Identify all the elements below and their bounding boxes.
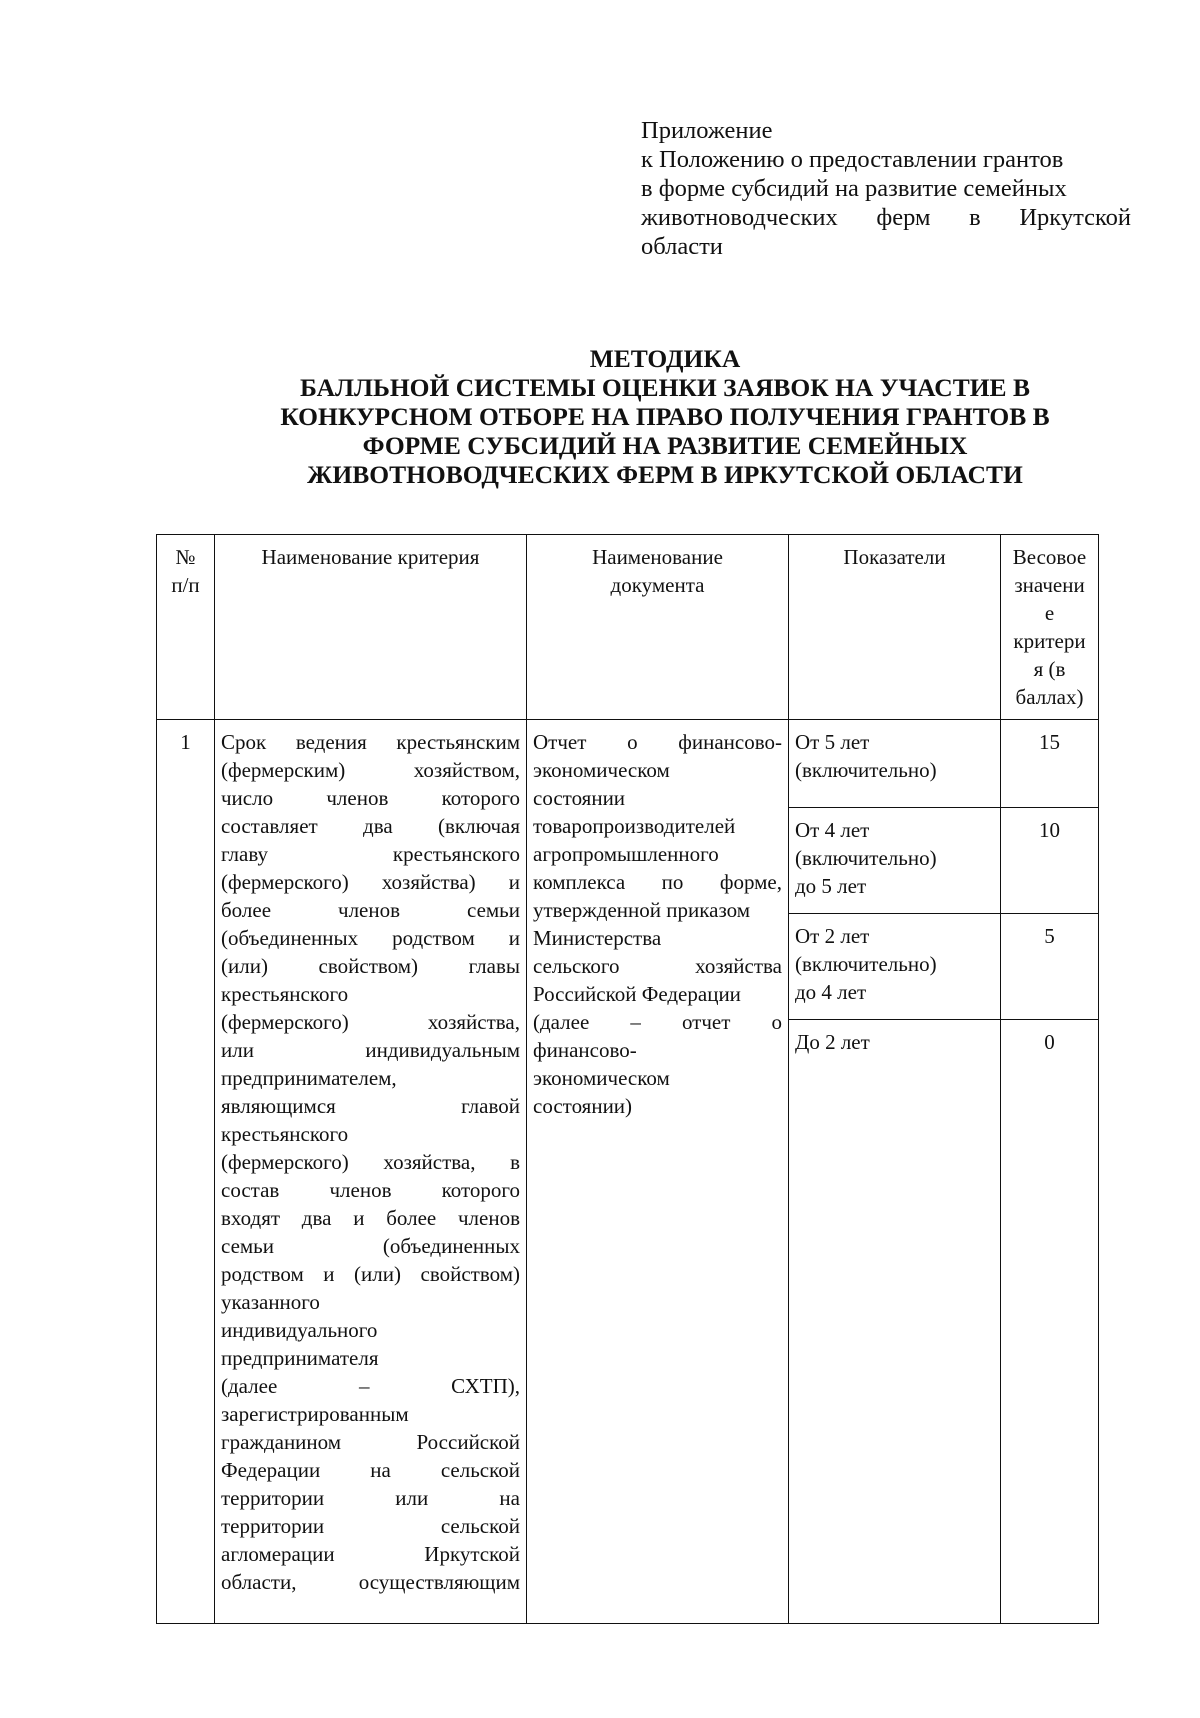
criterion-line: крестьянского <box>221 1122 349 1146</box>
document-line: финансово- <box>533 1038 637 1062</box>
criterion-line: более членов семьи <box>221 898 520 922</box>
criterion-line: территории сельской <box>221 1514 520 1538</box>
document-line: состоянии <box>533 786 626 810</box>
criterion-line: указанного <box>221 1290 320 1314</box>
appendix-line: животноводческих ферм в Иркутской <box>641 204 1131 231</box>
criterion-line: (объединенных родством и <box>221 926 520 950</box>
points-cell: 15 <box>1001 720 1099 808</box>
criterion-line: (фермерского) хозяйства, в <box>221 1150 520 1174</box>
criterion-line: (фермерского) хозяйства) и <box>221 870 520 894</box>
points-cell: 0 <box>1001 1020 1099 1624</box>
criterion-line: (или) свойством) главы <box>221 954 520 978</box>
title-line: ЖИВОТНОВОДЧЕСКИХ ФЕРМ В ИРКУТСКОЙ ОБЛАСТИ <box>307 460 1023 489</box>
indicator-line: От 2 лет <box>795 924 870 948</box>
indicator-cell <box>789 720 1001 808</box>
title-line: ФОРМЕ СУБСИДИЙ НА РАЗВИТИЕ СЕМЕЙНЫХ <box>362 431 968 460</box>
header-num-line: № <box>175 545 196 569</box>
document-line: (далее – отчет о <box>533 1010 782 1034</box>
document-line: товаропроизводителей <box>533 814 736 838</box>
criterion-line: Федерации на сельской <box>221 1458 520 1482</box>
criterion-line: агломерации Иркутской <box>221 1542 520 1566</box>
header-num <box>157 535 215 720</box>
document-line: экономическом <box>533 1066 670 1090</box>
criterion-line: зарегистрированным <box>221 1402 409 1426</box>
appendix-block <box>641 116 1131 261</box>
indicator-line: до 4 лет <box>795 980 867 1004</box>
criterion-line: входят два и более членов <box>221 1206 520 1230</box>
header-document-line: документа <box>610 573 705 597</box>
header-document-line: Наименование <box>592 545 723 569</box>
title-line: БАЛЛЬНОЙ СИСТЕМЫ ОЦЕНКИ ЗАЯВОК НА УЧАСТИЕ В <box>300 373 1030 402</box>
document-title <box>180 344 1150 489</box>
header-weight-line: значени <box>1014 573 1085 597</box>
document-line: состоянии) <box>533 1094 633 1118</box>
criterion-line: число членов которого <box>221 786 520 810</box>
criterion-line: главу крестьянского <box>221 842 520 866</box>
document-line: утвержденной приказом <box>533 898 751 922</box>
points-cell: 10 <box>1001 808 1099 914</box>
criterion-line: предпринимателя <box>221 1346 379 1370</box>
document-line: комплекса по форме, <box>533 870 782 894</box>
indicator-cell <box>789 808 1001 914</box>
indicator-cell <box>789 1020 1001 1624</box>
header-num-line: п/п <box>171 573 200 597</box>
criterion-line: индивидуального <box>221 1318 378 1342</box>
header-weight-line: баллах) <box>1015 685 1084 709</box>
criterion-line: состав членов которого <box>221 1178 520 1202</box>
points-cell: 5 <box>1001 914 1099 1020</box>
criterion-line: родством и (или) свойством) <box>221 1262 520 1286</box>
criterion-line: (фермерского) хозяйства, <box>221 1010 520 1034</box>
criterion-line: крестьянского <box>221 982 349 1006</box>
document-line: Отчет о финансово- <box>533 730 782 754</box>
table-row <box>157 720 1099 808</box>
header-weight-line: критери <box>1013 629 1086 653</box>
appendix-line: области <box>641 233 723 260</box>
header-weight-line: я (в <box>1033 657 1066 681</box>
indicator-line: (включительно) <box>795 846 937 870</box>
criterion-text <box>215 720 527 1624</box>
header-indicators-line: Показатели <box>843 545 946 569</box>
row-number: 1 <box>157 720 215 1624</box>
criterion-line: (далее – СХТП), <box>221 1374 520 1398</box>
document-line: сельского хозяйства <box>533 954 782 978</box>
header-weight-line: Весовое <box>1012 545 1087 569</box>
criterion-line: Срок ведения крестьянским <box>221 730 520 754</box>
indicator-line: до 5 лет <box>795 874 867 898</box>
header-document <box>527 535 789 720</box>
criterion-line: предпринимателем, <box>221 1066 397 1090</box>
header-weight <box>1001 535 1099 720</box>
title-line: МЕТОДИКА <box>589 344 741 373</box>
header-criterion <box>215 535 527 720</box>
criteria-table <box>156 534 1099 1624</box>
criterion-line: гражданином Российской <box>221 1430 520 1454</box>
criterion-line: территории или на <box>221 1486 520 1510</box>
indicator-cell <box>789 914 1001 1020</box>
indicator-line: (включительно) <box>795 952 937 976</box>
appendix-line: в форме субсидий на развитие семейных <box>641 175 1067 202</box>
header-criterion-line: Наименование критерия <box>261 545 480 569</box>
criterion-line: семьи (объединенных <box>221 1234 520 1258</box>
header-weight-line: е <box>1044 601 1055 625</box>
indicator-line: (включительно) <box>795 758 937 782</box>
table-header-row <box>157 535 1099 720</box>
indicator-line: До 2 лет <box>795 1030 870 1054</box>
appendix-line: к Положению о предоставлении грантов <box>641 146 1064 173</box>
criterion-line: области, осуществляющим <box>221 1570 520 1594</box>
header-indicators <box>789 535 1001 720</box>
document-line: агропромышленного <box>533 842 719 866</box>
document-line: экономическом <box>533 758 670 782</box>
document-line: Министерства <box>533 926 662 950</box>
document-text <box>527 720 789 1624</box>
indicator-line: От 5 лет <box>795 730 870 754</box>
criterion-line: составляет два (включая <box>221 814 520 838</box>
criterion-line: (фермерским) хозяйством, <box>221 758 520 782</box>
appendix-line: Приложение <box>641 117 773 144</box>
criterion-line: или индивидуальным <box>221 1038 520 1062</box>
title-line: КОНКУРСНОМ ОТБОРЕ НА ПРАВО ПОЛУЧЕНИЯ ГРАНТОВ В <box>280 402 1050 431</box>
indicator-line: От 4 лет <box>795 818 870 842</box>
criterion-line: являющимся главой <box>221 1094 520 1118</box>
document-line: Российской Федерации <box>533 982 741 1006</box>
